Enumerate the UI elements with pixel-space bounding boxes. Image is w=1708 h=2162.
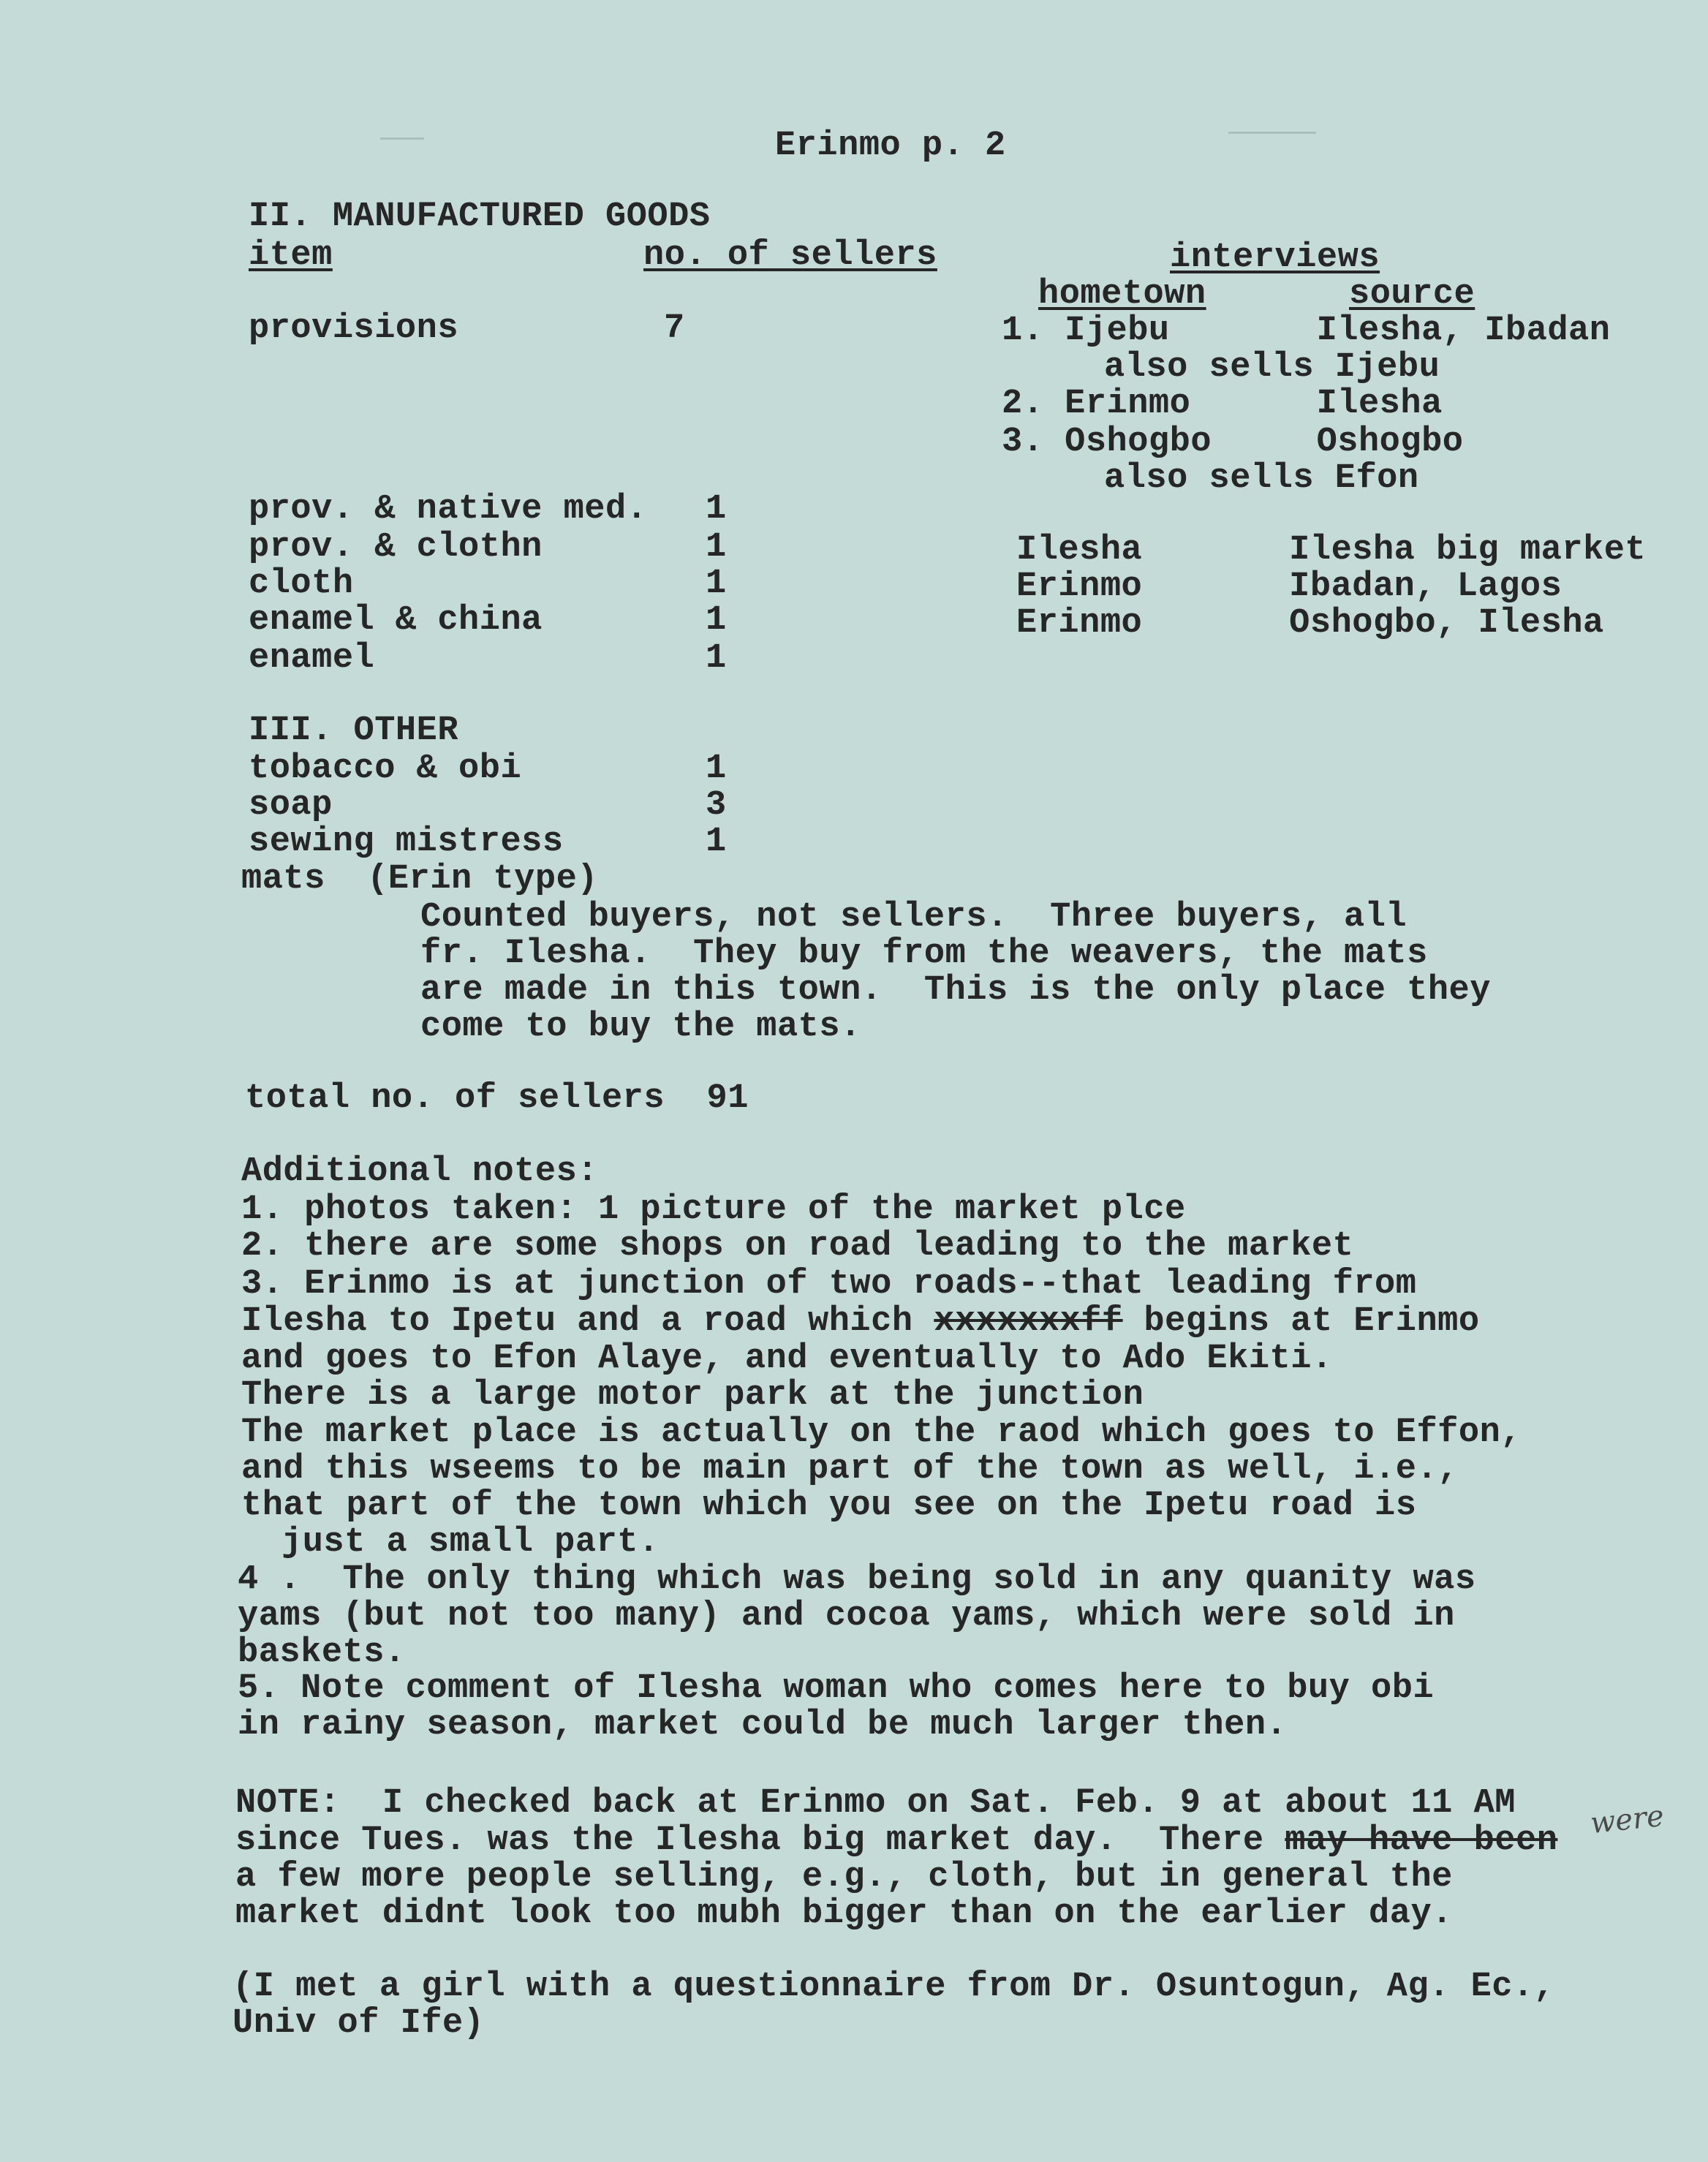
item-name: prov. & clothn [249, 528, 543, 567]
item-name: mats (Erin type) [241, 860, 598, 899]
column-header-source: source [1349, 275, 1475, 314]
section-heading-other: III. OTHER [249, 711, 459, 750]
seller-count: 1 [706, 749, 727, 788]
mats-note-line: fr. Ilesha. They buy from the weavers, the mats [420, 934, 1428, 973]
item-name: provisions [249, 309, 459, 348]
item-name: enamel & china [249, 601, 543, 640]
note-line: yams (but not too many) and cocoa yams, which were sold in [238, 1597, 1455, 1636]
note-block-line: NOTE: I checked back at Erinmo on Sat. Feb. 9 at about 11 AM [235, 1784, 1516, 1823]
note-line: There is a large motor park at the junction [241, 1376, 1144, 1415]
column-header-item: item [249, 236, 333, 275]
note-line: 5. Note comment of Ilesha woman who comes here to buy obi [238, 1669, 1435, 1708]
note-block-line: a few more people selling, e.g., cloth, but in general the [235, 1858, 1453, 1897]
item-name: enamel [249, 639, 375, 678]
note-line: just a small part. [281, 1523, 660, 1562]
mats-note-line: come to buy the mats. [420, 1008, 861, 1046]
note-line: 4 . The only thing which was being sold in any quanity was [238, 1560, 1476, 1599]
interview-line: Erinmo Ibadan, Lagos [1016, 567, 1562, 606]
handwritten-correction: were [1588, 1799, 1666, 1841]
closing-line: (I met a girl with a questionnaire from Dr. Osuntogun, Ag. Ec., [233, 1968, 1555, 2006]
seller-count: 1 [706, 490, 727, 529]
total-sellers: total no. of sellers 91 [245, 1079, 749, 1118]
seller-count: 1 [706, 823, 727, 861]
page-title: Erinmo p. 2 [775, 126, 1006, 165]
note-block-line: since Tues. was the Ilesha big market day. There may have been [235, 1821, 1558, 1860]
note-line: 2. there are some shops on road leading to the market [241, 1227, 1354, 1266]
interview-line: 2. Erinmo Ilesha [1002, 385, 1443, 423]
smudge-mark [380, 137, 424, 140]
seller-count: 1 [706, 528, 727, 567]
item-name: prov. & native med. [249, 490, 648, 529]
mats-note-line: are made in this town. This is the only place they [420, 971, 1491, 1010]
seller-count: 7 [664, 309, 685, 348]
section-heading-manufactured: II. MANUFACTURED GOODS [249, 197, 711, 236]
interview-line: Erinmo Oshogbo, Ilesha [1016, 604, 1604, 643]
notes-heading: Additional notes: [241, 1152, 598, 1191]
item-name: cloth [249, 564, 354, 603]
column-header-interviews: interviews [1170, 238, 1380, 277]
smudge-mark [1228, 132, 1316, 134]
note-line: that part of the town which you see on the Ipetu road is [241, 1486, 1417, 1525]
note-line: in rainy season, market could be much larger then. [238, 1706, 1288, 1745]
note-line: and goes to Efon Alaye, and eventually to Ado Ekiti. [241, 1339, 1333, 1378]
item-name: tobacco & obi [249, 749, 522, 788]
interview-line: Ilesha Ilesha big market [1016, 531, 1647, 570]
note-line: 1. photos taken: 1 picture of the market plce [241, 1190, 1186, 1229]
struck-out-word: xxxxxxxff [934, 1302, 1123, 1341]
closing-line: Univ of Ife) [233, 2004, 485, 2043]
note-block-line: market didnt look too mubh bigger than on the earlier day. [235, 1894, 1453, 1933]
seller-count: 1 [706, 564, 727, 603]
column-header-sellers: no. of sellers [643, 236, 937, 275]
item-name: sewing mistress [249, 823, 564, 861]
note-line: The market place is actually on the raod which goes to Effon, [241, 1413, 1522, 1452]
item-name: soap [249, 786, 333, 825]
seller-count: 1 [706, 639, 727, 678]
interview-line: also sells Efon [1104, 459, 1419, 498]
note-line: and this wseems to be main part of the town as well, i.e., [241, 1450, 1459, 1489]
interview-line: 1. Ijebu Ilesha, Ibadan [1002, 311, 1611, 350]
note-line: baskets. [238, 1633, 406, 1672]
note-line: 3. Erinmo is at junction of two roads--that leading from [241, 1265, 1417, 1304]
interview-line: also sells Ijebu [1104, 348, 1440, 387]
column-header-hometown: hometown [1038, 275, 1206, 314]
seller-count: 3 [706, 786, 727, 825]
struck-out-phrase: may have been [1285, 1821, 1558, 1860]
seller-count: 1 [706, 601, 727, 640]
mats-note-line: Counted buyers, not sellers. Three buyers, all [420, 898, 1407, 937]
interview-line: 3. Oshogbo Oshogbo [1002, 423, 1464, 461]
note-line: Ilesha to Ipetu and a road which xxxxxxxff begins at Erinmo [241, 1302, 1480, 1341]
